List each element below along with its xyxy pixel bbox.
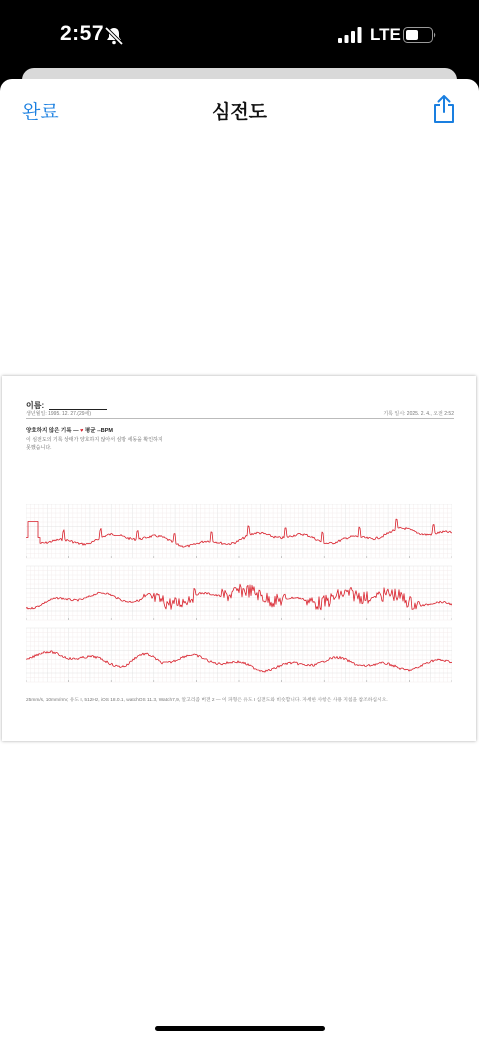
ecg-waveform (26, 504, 452, 686)
recorded-date: 기록 일시: 2025. 2. 4., 오전 2:52 (383, 411, 454, 417)
header-divider (26, 418, 454, 419)
battery-icon (403, 27, 437, 43)
ecg-row (26, 504, 452, 558)
heart-icon: ♥ (80, 428, 84, 434)
home-indicator (155, 1026, 325, 1031)
classification-line (26, 426, 113, 434)
classification-text: 양호하지 않은 기록 — (26, 428, 79, 434)
ecg-pdf-sheet (0, 79, 479, 1040)
average-bpm: 평균 --BPM (84, 428, 113, 434)
share-icon[interactable] (432, 94, 456, 124)
bell-slash-icon (104, 26, 124, 46)
done-button[interactable]: 완료 (22, 102, 59, 123)
name-label: 이름: (26, 401, 45, 410)
recording-footnote: 25mm/s, 10mm/mV, 유도 I, 512Hz, iOS 18.0.1, watchOS 11.3, Watch7,9, 알고리즘 버전 2 — 이 파형은 유도 I 심전도와 비슷합니다. 자세한 사항은 사용 지침을 참조하십시오. (26, 698, 388, 703)
page-title: 심전도 (211, 102, 268, 123)
ecg-row (26, 628, 452, 682)
ecg-document-page (2, 376, 476, 741)
status-bar (0, 0, 479, 70)
classification-description: 이 심전도의 기록 상태가 양호하지 않아서 심방 세동을 확인하지 못했습니다. (26, 437, 163, 451)
ecg-row (26, 566, 452, 620)
cellular-signal-icon (338, 27, 362, 43)
network-type: LTE (370, 25, 401, 44)
clock-time: 2:57 (60, 22, 105, 45)
birth-date: 생년월일: 1995. 12. 27.(29세) (26, 411, 92, 417)
